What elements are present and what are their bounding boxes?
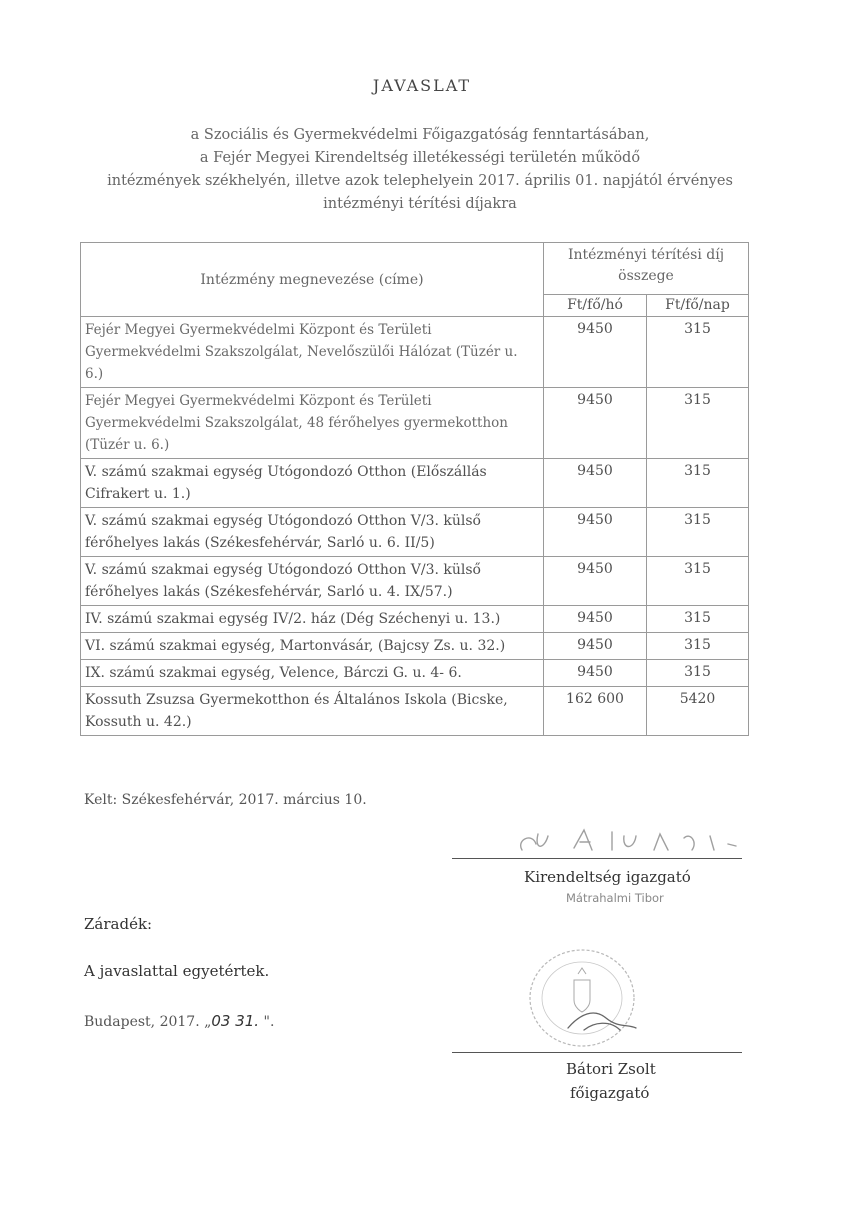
institution-name: Kossuth Zsuzsa Gyermekotthon és Általános Iskola (Bicske, Kossuth u. 42.) — [81, 687, 544, 736]
official-seal-icon — [524, 944, 646, 1054]
table-row — [81, 459, 749, 508]
approval-date-prefix: Budapest, 2017. „ — [84, 1014, 212, 1030]
header-institution-name: Intézmény megnevezése (címe) — [81, 243, 544, 317]
fee-table — [80, 242, 749, 736]
signer-name: Bátori Zsolt — [566, 1060, 656, 1078]
table-row — [81, 508, 749, 557]
subtitle-line: intézményi térítési díjakra — [323, 196, 517, 212]
signature-line — [452, 1052, 742, 1053]
fee-per-month: 9450 — [544, 606, 647, 633]
fee-per-day: 5420 — [647, 687, 749, 736]
fee-per-month: 9450 — [544, 660, 647, 687]
institution-name: Fejér Megyei Gyermekvédelmi Központ és Területi Gyermekvédelmi Szakszolgálat, 48 férőhelyes gyermekotthon (Tüzér u. 6.) — [81, 388, 544, 459]
fee-per-day: 315 — [647, 317, 749, 388]
institution-name: Fejér Megyei Gyermekvédelmi Központ és Területi Gyermekvédelmi Szakszolgálat, Nevelőszülői Hálózat (Tüzér u. 6.) — [81, 317, 544, 388]
signature-line — [452, 858, 742, 859]
clause-heading: Záradék: — [84, 915, 153, 933]
document-title: JAVASLAT — [372, 76, 472, 95]
approval-statement: A javaslattal egyetértek. — [84, 962, 270, 980]
fee-per-day: 315 — [647, 633, 749, 660]
institution-name: V. számú szakmai egység Utógondozó Otthon V/3. külső férőhelyes lakás (Székesfehérvár, Sarló u. 6. II/5) — [81, 508, 544, 557]
table-row — [81, 660, 749, 687]
header-fee-amount: Intézményi térítési díj összege — [544, 243, 749, 295]
subtitle-line: intézmények székhelyén, illetve azok telephelyein 2017. április 01. napjától érvényes — [107, 173, 733, 189]
fee-per-month: 9450 — [544, 633, 647, 660]
fee-per-month: 9450 — [544, 508, 647, 557]
subtitle-line: a Szociális és Gyermekvédelmi Főigazgatóság fenntartásában, — [190, 127, 650, 143]
fee-per-day: 315 — [647, 459, 749, 508]
fee-per-day: 315 — [647, 606, 749, 633]
header-per-month: Ft/fő/hó — [544, 295, 647, 317]
institution-name: V. számú szakmai egység Utógondozó Otthon (Előszállás Cifrakert u. 1.) — [81, 459, 544, 508]
table-row — [81, 633, 749, 660]
header-per-day: Ft/fő/nap — [647, 295, 749, 317]
fee-per-day: 315 — [647, 508, 749, 557]
fee-per-month: 9450 — [544, 317, 647, 388]
date-place-line: Kelt: Székesfehérvár, 2017. március 10. — [84, 792, 367, 808]
approval-date-suffix: ". — [259, 1014, 275, 1030]
fee-per-day: 315 — [647, 660, 749, 687]
institution-name: VI. számú szakmai egység, Martonvásár, (Bajcsy Zs. u. 32.) — [81, 633, 544, 660]
table-row — [81, 606, 749, 633]
fee-per-month: 162 600 — [544, 687, 647, 736]
fee-per-month: 9450 — [544, 557, 647, 606]
signer-title: főigazgató — [570, 1084, 650, 1102]
table-row — [81, 317, 749, 388]
fee-per-month: 9450 — [544, 388, 647, 459]
subtitle-line: a Fejér Megyei Kirendeltség illetékességi területén működő — [199, 150, 641, 166]
institution-name: IX. számú szakmai egység, Velence, Bárczi G. u. 4- 6. — [81, 660, 544, 687]
signer-role: Kirendeltség igazgató — [524, 868, 691, 886]
approval-date-line — [84, 1012, 274, 1030]
fee-per-month: 9450 — [544, 459, 647, 508]
institution-name: V. számú szakmai egység Utógondozó Otthon V/3. külső férőhelyes lakás (Székesfehérvár, Sarló u. 4. IX/57.) — [81, 557, 544, 606]
document-subtitle — [80, 124, 760, 216]
table-row — [81, 388, 749, 459]
fee-per-day: 315 — [647, 388, 749, 459]
name-stamp: Mátrahalmi Tibor — [566, 891, 664, 905]
institution-name: IV. számú szakmai egység IV/2. ház (Dég Széchenyi u. 13.) — [81, 606, 544, 633]
handwritten-date: 03 31. — [211, 1012, 260, 1030]
table-row — [81, 687, 749, 736]
fee-per-day: 315 — [647, 557, 749, 606]
table-row — [81, 557, 749, 606]
